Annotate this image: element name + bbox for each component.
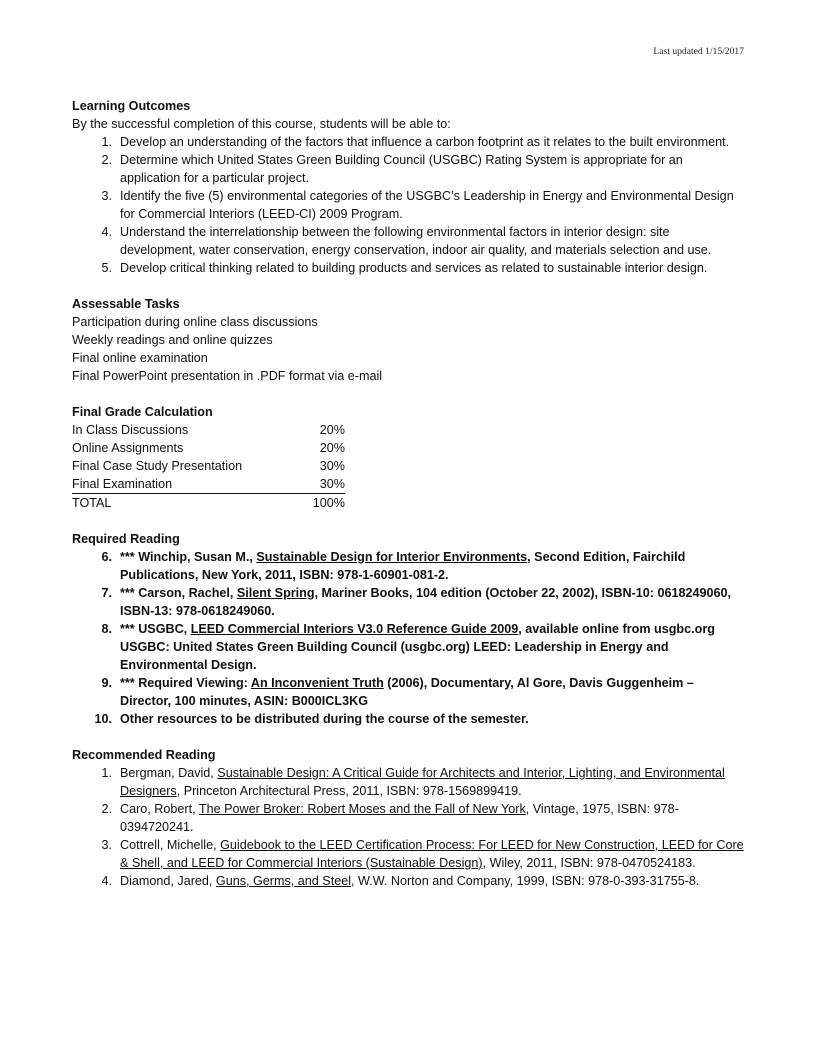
grade-label: Online Assignments	[72, 441, 184, 455]
list-item	[72, 620, 744, 674]
required-reading-list	[72, 548, 744, 728]
item-number: 5.	[101, 261, 112, 275]
citation-title: LEED Commercial Interiors V3.0 Reference Guide 2009	[190, 622, 519, 636]
grade-row	[72, 421, 345, 439]
required-reading-heading: Required Reading	[72, 532, 180, 546]
grade-value: 30%	[319, 477, 345, 491]
final-grade-heading: Final Grade Calculation	[72, 405, 213, 419]
citation-title: Guns, Germs, and Steel	[215, 874, 352, 888]
item-number: 4.	[101, 225, 112, 239]
list-item	[72, 872, 744, 890]
citation-title: Silent Spring	[236, 586, 315, 600]
recommended-reading-heading: Recommended Reading	[72, 748, 216, 762]
last-updated-date: Last updated 1/15/2017	[653, 46, 744, 57]
grade-total-value: 100%	[312, 496, 345, 510]
item-number: 3.	[101, 189, 112, 203]
item-number: 2.	[101, 802, 112, 816]
citation-details: , Princeton Architectural Press, 2011, ISBN: 978-1569899419.	[176, 784, 522, 798]
list-item	[72, 151, 744, 187]
citation-details: , Vintage, 1975, ISBN: 978-0394720241.	[120, 802, 679, 834]
grade-row	[72, 457, 345, 475]
assessable-tasks-heading: Assessable Tasks	[72, 297, 180, 311]
item-text: Develop critical thinking related to building products and services as related to sustainable interior design.	[120, 261, 708, 275]
task-item: Final PowerPoint presentation in .PDF format via e-mail	[72, 369, 383, 383]
citation-author: *** Required Viewing:	[120, 676, 251, 690]
list-item	[72, 133, 744, 151]
citation-author: Bergman, David,	[120, 766, 218, 780]
task-item: Participation during online class discussions	[72, 315, 318, 329]
list-item	[72, 548, 744, 584]
citation-author: *** USGBC,	[120, 622, 191, 636]
item-number: 2.	[101, 153, 112, 167]
citation-author: Diamond, Jared,	[120, 874, 216, 888]
citation-details: , Mariner Books, 104 edition (October 22, 2002), ISBN-10: 0618249060, ISBN-13: 978-0618249060.	[120, 586, 732, 618]
grade-value: 30%	[319, 459, 345, 473]
citation-details: , W.W. Norton and Company, 1999, ISBN: 978-0-393-31755-8.	[351, 874, 700, 888]
task-item: Final online examination	[72, 351, 208, 365]
list-item	[72, 187, 744, 223]
grade-row	[72, 439, 345, 457]
item-number: 8.	[101, 622, 112, 636]
citation-author: *** Carson, Rachel,	[120, 586, 237, 600]
item-number: 1.	[101, 135, 112, 149]
learning-outcomes-list	[72, 133, 744, 277]
learning-outcomes-heading: Learning Outcomes	[72, 99, 191, 113]
citation-details: (2006), Documentary, Al Gore, Davis Guggenheim – Director, 100 minutes, ASIN: B000ICL3KG	[120, 676, 694, 708]
list-item	[72, 259, 744, 277]
citation-author: Cottrell, Michelle,	[120, 838, 221, 852]
list-item	[72, 223, 744, 259]
citation-title: Sustainable Design for Interior Environments	[256, 550, 528, 564]
recommended-reading-list	[72, 764, 744, 890]
item-text: Other resources to be distributed during the course of the semester.	[120, 712, 529, 726]
citation-title: The Power Broker: Robert Moses and the Fall of New York	[198, 802, 526, 816]
item-number: 4.	[101, 874, 112, 888]
citation-details: , Wiley, 2011, ISBN: 978-0470524183.	[482, 856, 696, 870]
list-item	[72, 764, 744, 800]
citation-details: , Second Edition, Fairchild Publications, New York, 2011, ISBN: 978-1-60901-081-2.	[120, 550, 686, 582]
grade-label: Final Examination	[72, 477, 173, 491]
citation-title: Guidebook to the LEED Certification Process: For LEED for New Construction, LEED for Core & Shell, and LEED for Commercial Interiors (Sustainable Design)	[120, 838, 744, 870]
item-number: 10.	[94, 712, 112, 726]
list-item	[72, 836, 744, 872]
list-item	[72, 584, 744, 620]
grade-value: 20%	[319, 441, 345, 455]
grade-label: In Class Discussions	[72, 423, 189, 437]
citation-title: An Inconvenient Truth	[250, 676, 384, 690]
item-number: 3.	[101, 838, 112, 852]
list-item	[72, 674, 744, 710]
item-text: Develop an understanding of the factors that influence a carbon footprint as it relates to the built environment.	[120, 135, 730, 149]
item-number: 1.	[101, 766, 112, 780]
item-text: Determine which United States Green Building Council (USGBC) Rating System is appropriate for an application for a particular project.	[120, 153, 683, 185]
grade-label: Final Case Study Presentation	[72, 459, 243, 473]
item-text: Identify the five (5) environmental categories of the USGBC’s Leadership in Energy and Environmental Design for Commercial Interiors (LEED-CI) 2009 Program.	[120, 189, 734, 221]
task-item: Weekly readings and online quizzes	[72, 333, 273, 347]
grade-row	[72, 475, 345, 494]
grade-total-label: TOTAL	[72, 496, 112, 510]
item-number: 7.	[101, 586, 112, 600]
list-item	[72, 800, 744, 836]
citation-author: Caro, Robert,	[120, 802, 199, 816]
item-number: 6.	[101, 550, 112, 564]
item-number: 9.	[101, 676, 112, 690]
citation-title: Sustainable Design: A Critical Guide for Architects and Interior, Lighting, and Environmental Designers	[120, 766, 725, 798]
citation-details: , available online from usgbc.org USGBC: United States Green Building Council (usgbc.org) LEED: Leadership in Energy and Environmental Design.	[120, 622, 715, 672]
citation-author: *** Winchip, Susan M.,	[120, 550, 257, 564]
document-body	[72, 97, 744, 890]
grade-value: 20%	[319, 423, 345, 437]
learning-outcomes-intro: By the successful completion of this course, students will be able to:	[72, 117, 451, 131]
grade-total-row	[72, 494, 345, 512]
list-item	[72, 710, 744, 728]
item-text: Understand the interrelationship between the following environmental factors in interior design: site development, water conservation, energy conservation, indoor air quality, and materials selection and use.	[120, 225, 712, 257]
